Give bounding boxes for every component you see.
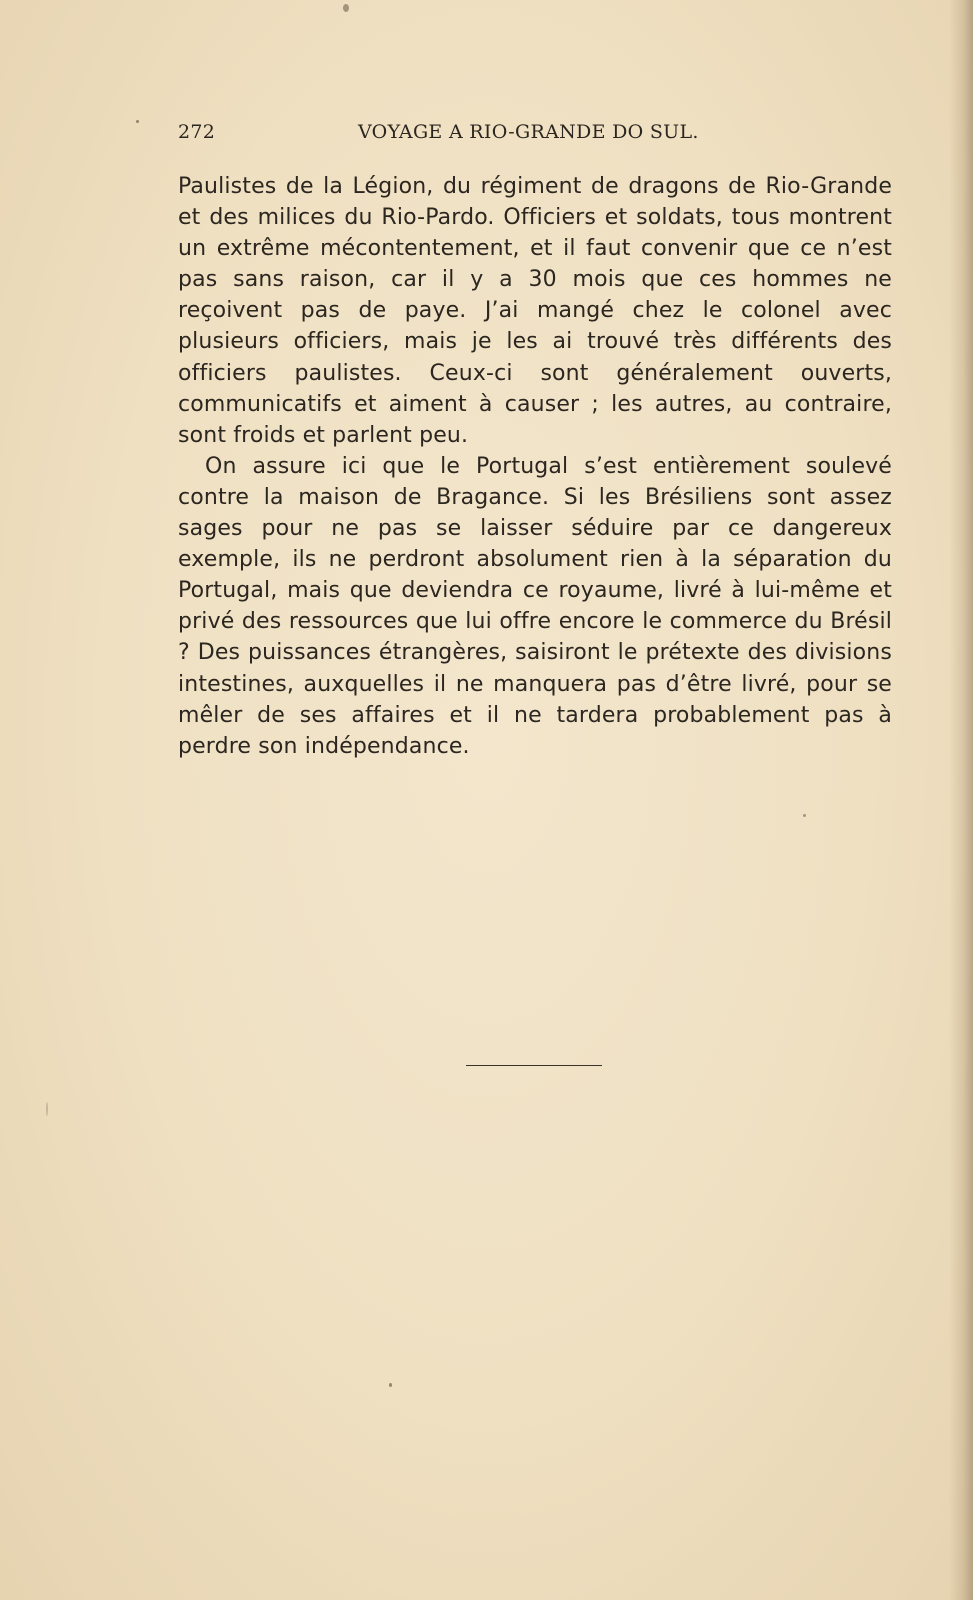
page-number: 272 xyxy=(178,121,216,143)
paper-speck xyxy=(803,814,806,817)
running-head xyxy=(178,121,878,147)
paper-speck xyxy=(343,4,349,12)
page-edge-shadow xyxy=(949,0,973,1600)
paragraph-1: Paulistes de la Légion, du régiment de dragons de Rio-Grande et des milices du Rio-Pardo. Officiers et soldats, tous montrent un extrême mécontentement, et il faut convenir que ce n’est pas sans raison, car il y a 30 mois que ces hommes ne reçoivent pas de paye. J’ai mangé chez le colonel avec plusieurs officiers, mais je les ai trouvé très différents des officiers paulistes. Ceux-ci sont généralement ouverts, communicatifs et aiment à causer ; les autres, au contraire, sont froids et parlent peu. xyxy=(178,174,892,448)
end-of-chapter-rule xyxy=(466,1065,602,1066)
paper-speck xyxy=(136,120,139,123)
paragraph-2: On assure ici que le Portugal s’est entièrement soulevé contre la maison de Bragance. Si les Brésiliens sont assez sages pour ne pas se laisser séduire par ce dangereux exemple, ils ne perdront absolument rien à la séparation du Portugal, mais que deviendra ce royaume, livré à lui-même et privé des ressources que lui offre encore le commerce du Brésil ? Des puissances étrangères, saisiront le prétexte des divisions intestines, auxquelles il ne manquera pas d’être livré, pour se mêler de ses affaires et il ne tardera probablement pas à perdre son indépendance. xyxy=(178,453,892,759)
running-title: VOYAGE A RIO-GRANDE DO SUL. xyxy=(358,121,699,143)
paper-speck xyxy=(389,1383,392,1387)
paper-speck xyxy=(46,1102,48,1116)
body-text xyxy=(178,171,892,762)
